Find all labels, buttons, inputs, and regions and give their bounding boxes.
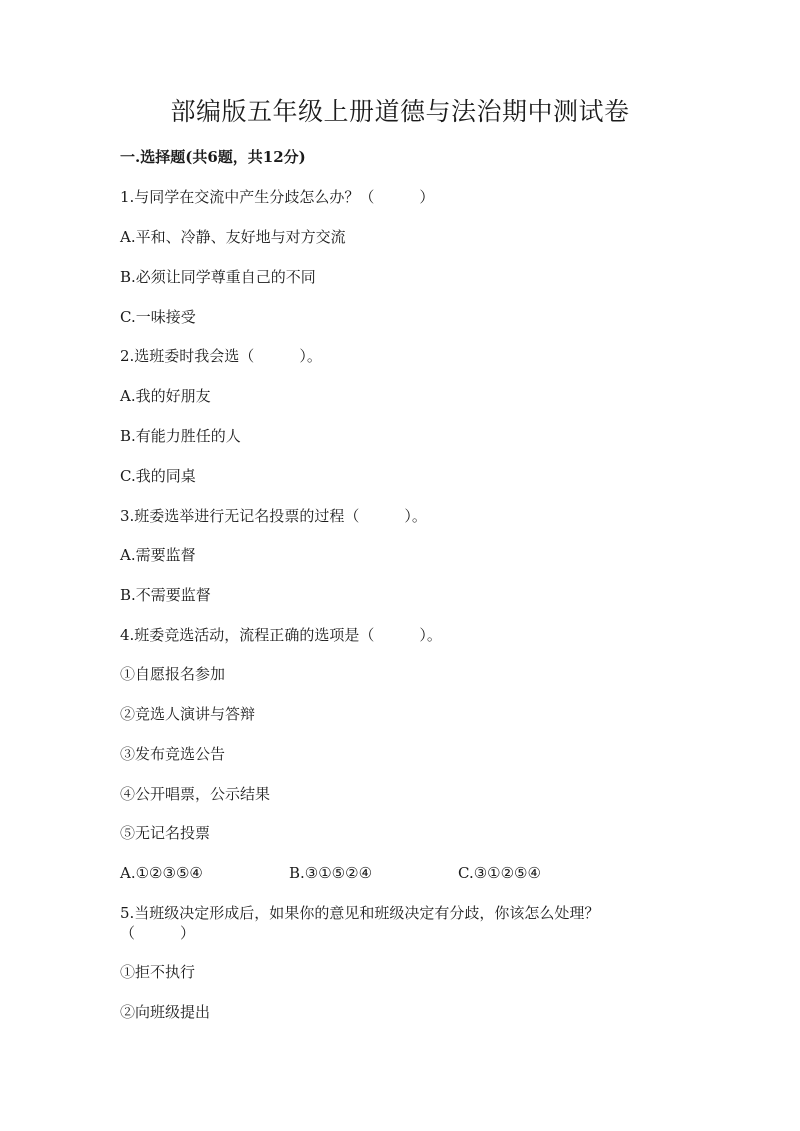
- question-2-option-a: A.我的好朋友: [120, 387, 211, 405]
- question-1-option-b: B.必须让同学尊重自己的不同: [120, 268, 316, 286]
- question-1-option-c: C.一味接受: [120, 308, 196, 326]
- question-2-option-c: C.我的同桌: [120, 467, 196, 485]
- question-4-option-b: B.③①⑤②④: [289, 864, 373, 882]
- question-1-option-a: A.平和、冷静、友好地与对方交流: [120, 228, 346, 246]
- question-4-stem: 4.班委竞选活动，流程正确的选项是（ ）。: [120, 626, 442, 644]
- question-4-item-1: ①自愿报名参加: [120, 665, 226, 683]
- question-4-item-4: ④公开唱票，公示结果: [120, 785, 271, 803]
- question-4-options: [120, 860, 680, 886]
- question-3-option-a: A.需要监督: [120, 546, 196, 564]
- question-5-item-1: ①拒不执行: [120, 963, 196, 981]
- question-2-stem: 2.选班委时我会选（ ）。: [120, 347, 322, 365]
- question-4-item-3: ③发布竞选公告: [120, 745, 226, 763]
- question-3-stem: 3.班委选举进行无记名投票的过程（ ）。: [120, 507, 427, 525]
- question-4-item-2: ②竞选人演讲与答辩: [120, 705, 256, 723]
- section-heading: 一.选择题(共6题，共12分): [120, 148, 306, 166]
- question-1-stem: 1.与同学在交流中产生分歧怎么办？（ ）: [120, 188, 435, 206]
- question-5-stem-line-1: 5.当班级决定形成后，如果你的意见和班级决定有分歧，你该怎么处理？: [120, 904, 600, 922]
- page-title: 部编版五年级上册道德与法治期中测试卷: [170, 97, 630, 126]
- question-5-stem-line-2: （ ）: [120, 924, 196, 942]
- question-4-item-5: ⑤无记名投票: [120, 824, 211, 842]
- question-4-option-a: A.①②③⑤④: [120, 864, 203, 882]
- question-5-item-2: ②向班级提出: [120, 1003, 211, 1021]
- question-3-option-b: B.不需要监督: [120, 586, 211, 604]
- question-4-option-c: C.③①②⑤④: [458, 864, 541, 882]
- question-2-option-b: B.有能力胜任的人: [120, 427, 241, 445]
